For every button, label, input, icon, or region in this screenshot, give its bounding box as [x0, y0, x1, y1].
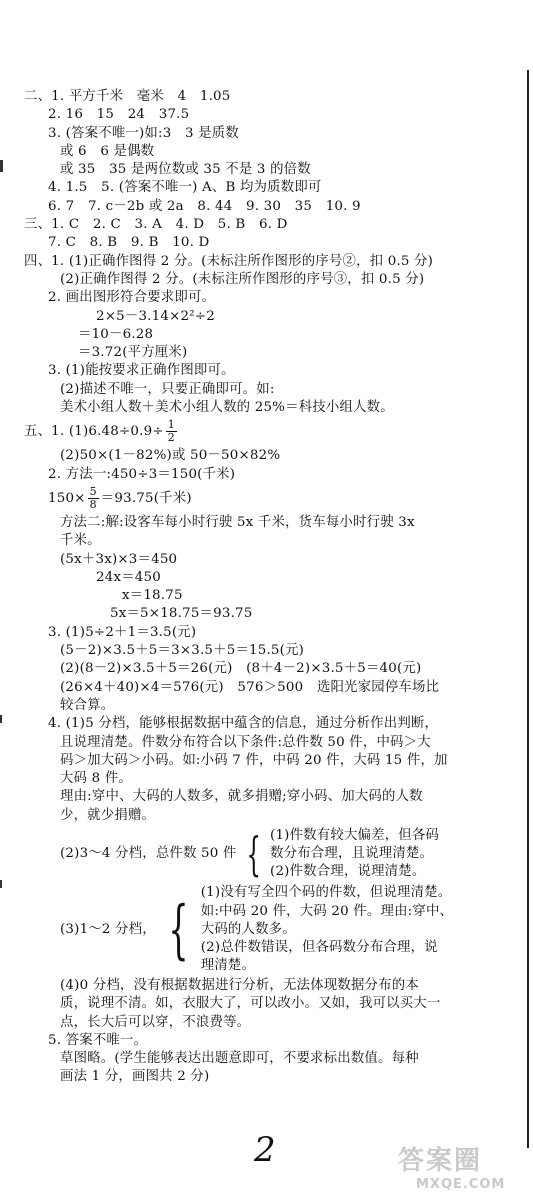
scoring-brace-block	[24, 883, 524, 977]
brace-item: 大码的人数多。	[200, 921, 296, 937]
answer-line: 4. (1)5 分档，能够根据数据中蕴含的信息，通过分析作出判断，	[48, 716, 439, 732]
answer-line: 二、1. 平方千米 毫米 4 1.05	[24, 89, 231, 104]
answer-line: 少，就少捐赠。	[60, 807, 156, 823]
answer-line: 美术小组人数＋美术小组人数的 25%＝科技小组人数。	[60, 400, 394, 416]
answer-content	[24, 88, 524, 1087]
watermark-logo	[398, 1140, 528, 1196]
brace-glyph: {	[168, 892, 189, 967]
answer-line: (5－2)×3.5＋5＝3×3.5＋5＝15.5(元)	[60, 643, 305, 659]
left-edge-mark	[0, 715, 2, 723]
answer-line: 码＞加大码＞小码。如:小码 7 件，中码 20 件，大码 15 件，加	[60, 752, 448, 768]
brace-item: 理清楚。	[200, 958, 256, 974]
fraction	[166, 419, 177, 444]
answer-line: 5. 答案不唯一。	[48, 1032, 148, 1048]
answer-line: 较合算。	[60, 697, 115, 713]
right-border-line	[527, 70, 529, 1148]
brace-label: (3)1～2 分档，	[60, 921, 156, 937]
left-edge-mark	[0, 160, 3, 172]
answer-line: 24x＝450	[96, 569, 161, 585]
left-edge-mark	[0, 880, 2, 888]
answer-line: 6. 7 7. c－2b 或 2a 8. 44 9. 30 35 10. 9	[48, 198, 361, 214]
answer-line: 或 6 6 是偶数	[60, 143, 155, 159]
answer-line: 草图略。(学生能够表达出题意即可，不要求标出数值。每种	[60, 1051, 419, 1067]
brace-item: (2)总件数错误，但各码数分布合理，说	[200, 940, 438, 956]
answer-line: 2×5－3.14×2²÷2	[96, 308, 215, 324]
page-number: 2	[254, 1130, 276, 1170]
brace-label: (2)3～4 分档，总件数 50 件	[60, 845, 237, 861]
answer-line: 3. (答案不唯一)如:3 3 是质数	[48, 125, 239, 141]
answer-line: 4. 1.5 5. (答案不唯一) A、B 均为质数即可	[48, 180, 322, 196]
answer-line: ＝3.72(平方厘米)	[78, 345, 188, 361]
fraction-numerator: 1	[167, 418, 175, 432]
answer-line: 画法 1 分，画图共 2 分)	[60, 1069, 210, 1085]
answer-line: 三、1. C 2. C 3. A 4. D 5. B 6. D	[24, 217, 288, 233]
brace-item: (2)件数合理，说理清楚。	[270, 864, 426, 880]
answer-line: 或 35 35 是两位数或 35 不是 3 的倍数	[60, 162, 311, 178]
answer-line: 千米。	[60, 533, 101, 549]
answer-line: 2. 方法一:450÷3＝150(千米)	[48, 466, 236, 482]
answer-line: (2)正确作图得 2 分。(未标注所作图形的序号③，扣 0.5 分)	[60, 271, 425, 287]
brace-glyph: {	[245, 826, 261, 881]
answer-line: 2. 16 15 24 37.5	[48, 107, 190, 123]
brace-items	[270, 827, 439, 882]
answer-line: 7. C 8. B 9. B 10. D	[48, 235, 210, 251]
answer-line: ＝10－6.28	[78, 326, 154, 342]
brace-items	[201, 884, 453, 975]
watermark-url: MXQE.COM	[416, 1177, 506, 1192]
answer-line: 3. (1)5÷2＋1＝3.5(元)	[48, 624, 197, 640]
answer-line-fraction	[24, 417, 524, 447]
fraction	[88, 486, 99, 511]
answer-line: (26×4＋40)×4＝576(元) 576＞500 选阳光家园停车场比	[60, 679, 440, 695]
fraction-denominator: 2	[167, 431, 175, 445]
answer-line: 点，长大后可以穿，不浪费等。	[60, 1014, 251, 1030]
answer-line: 方法二:解:设客车每小时行驶 5x 千米，货车每小时行驶 3x	[60, 514, 415, 530]
answer-line: 3. (1)能按要求正确作图即可。	[48, 363, 235, 379]
answer-line: (5x＋3x)×3＝450	[60, 551, 178, 567]
answer-line: (2)(8－2)×3.5＋5＝26(元) (8＋4－2)×3.5＋5＝40(元)	[60, 661, 422, 677]
brace-item: 如:中码 20 件，大码 20 件。理由:穿中、	[200, 903, 454, 919]
answer-line: 5x＝5×18.75＝93.75	[110, 606, 253, 622]
watermark-logo-text: 答案圈	[398, 1146, 483, 1176]
fraction-numerator: 5	[89, 484, 97, 498]
answer-line: 大码 8 件。	[60, 771, 132, 787]
answer-line: (4)0 分档，没有根据数据进行分析，无法体现数据分布的本	[60, 977, 419, 993]
formula-text: ＝93.75(千米)	[100, 490, 192, 506]
answer-line: (2)描述不唯一，只要正确即可。如:	[60, 381, 275, 397]
brace-item: (1)件数有较大偏差，但各码	[270, 827, 440, 843]
answer-line: (2)50×(1－82%)或 50－50×82%	[60, 448, 281, 464]
answer-line: 四、1. (1)正确作图得 2 分。(未标注所作图形的序号②，扣 0.5 分)	[24, 253, 434, 269]
answer-line: 质，说理不清。如，衣服大了，可以改小。又如，我可以买大一	[60, 996, 441, 1012]
brace-item: 数分布合理，且说理清楚。	[270, 845, 434, 861]
fraction-denominator: 8	[89, 497, 97, 511]
brace-item: (1)没有写全四个码的件数，但说理清楚。	[200, 885, 452, 901]
formula-text: 150×	[48, 490, 86, 506]
answer-line: 且说理清楚。件数分布符合以下条件:总件数 50 件，中码＞大	[60, 734, 431, 750]
answer-line: x＝18.75	[122, 588, 183, 604]
formula-text: 五、1. (1)6.48÷0.9÷	[24, 424, 164, 440]
answer-line: 理由:穿中、大码的人数多，就多捐赠;穿小码、加大码的人数	[60, 789, 423, 805]
answer-line-fraction	[24, 484, 524, 514]
answer-line: 2. 画出图形符合要求即可。	[48, 290, 216, 306]
scoring-brace-block	[24, 825, 524, 883]
